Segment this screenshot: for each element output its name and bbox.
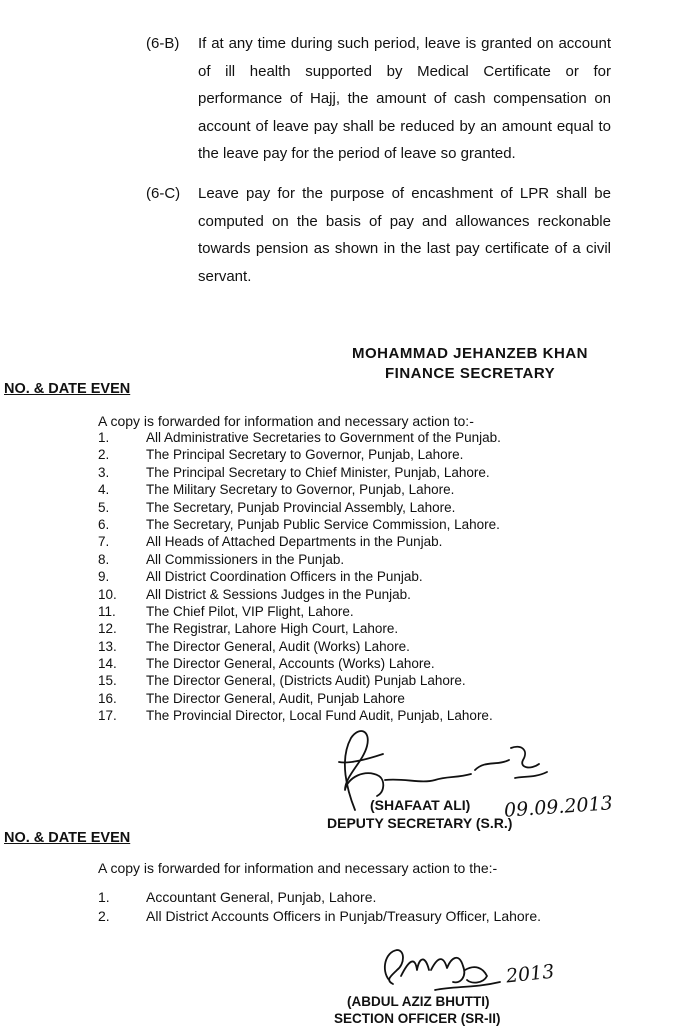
item-number: 11. xyxy=(98,603,116,619)
item-number: 9. xyxy=(98,569,110,585)
item-text: All Commissioners in the Punjab. xyxy=(146,551,345,567)
item-number: 7. xyxy=(98,534,110,550)
item-number: 2. xyxy=(98,908,110,924)
item-number: 1. xyxy=(98,430,110,445)
item-text: The Provincial Director, Local Fund Audit, Punjab, Lahore. xyxy=(146,708,493,724)
signatory-name: MOHAMMAD JEHANZEB KHAN xyxy=(352,345,588,362)
item-text: The Principal Secretary to Chief Minister, Punjab, Lahore. xyxy=(146,464,490,480)
item-number: 15. xyxy=(98,673,117,689)
paragraph-text: Leave pay for the purpose of encashment of LPR shall be computed on the basis of pay and allowances reckonable towards pension as shown in the last pay certificate of a civil servant. xyxy=(198,185,611,285)
paragraph-label: (6-C) xyxy=(146,185,181,202)
reference-header: NO. & DATE EVEN xyxy=(4,830,131,846)
item-number: 14. xyxy=(98,656,117,672)
paragraph-text: If at any time during such period, leave is granted on account of ill health supported by Medical Certificate or for performance of Hajj, the amount of cash compensation on account of leave pay shall be reduced by an amount equal to the leave pay for the period of leave so granted. xyxy=(198,35,611,162)
item-text: All Heads of Attached Departments in the Punjab. xyxy=(146,534,443,550)
paragraph-6c xyxy=(146,180,616,295)
item-number: 8. xyxy=(98,551,110,567)
signatory-name: (SHAFAAT ALI) xyxy=(370,797,471,813)
signatory-title: DEPUTY SECRETARY (S.R.) xyxy=(327,815,513,831)
item-text: Accountant General, Punjab, Lahore. xyxy=(146,889,377,905)
item-text: The Director General, Accounts (Works) Lahore. xyxy=(146,656,435,672)
item-text: All District & Sessions Judges in the Punjab. xyxy=(146,586,411,602)
item-text: The Director General, (Districts Audit) Punjab Lahore. xyxy=(146,673,466,689)
item-number: 16. xyxy=(98,690,117,706)
item-text: All District Coordination Officers in the Punjab. xyxy=(146,569,423,585)
item-number: 17. xyxy=(98,708,117,724)
item-number: 12. xyxy=(98,621,117,637)
item-number: 10. xyxy=(98,586,117,602)
item-text: The Director General, Audit, Punjab Lahore xyxy=(146,690,405,706)
item-text: All Administrative Secretaries to Government of the Punjab. xyxy=(146,430,501,445)
item-text: The Secretary, Punjab Provincial Assembly, Lahore. xyxy=(146,499,456,515)
item-text: The Chief Pilot, VIP Flight, Lahore. xyxy=(146,603,354,619)
item-text: The Registrar, Lahore High Court, Lahore. xyxy=(146,621,399,637)
paragraph-6b xyxy=(146,30,616,170)
item-number: 4. xyxy=(98,482,110,498)
item-text: The Director General, Audit (Works) Lahore. xyxy=(146,638,410,654)
item-number: 6. xyxy=(98,516,110,532)
item-text: The Secretary, Punjab Public Service Commission, Lahore. xyxy=(146,516,500,532)
item-text: The Military Secretary to Governor, Punjab, Lahore. xyxy=(146,482,455,498)
signatory-name: (ABDUL AZIZ BHUTTI) xyxy=(347,994,490,1009)
item-number: 1. xyxy=(98,889,110,905)
forwarding-intro: A copy is forwarded for information and necessary action to the:- xyxy=(98,860,498,876)
item-text: All District Accounts Officers in Punjab/Treasury Officer, Lahore. xyxy=(146,908,542,924)
forwarding-intro: A copy is forwarded for information and necessary action to:- xyxy=(98,413,474,429)
handwritten-date: 2013 xyxy=(504,960,556,988)
item-number: 13. xyxy=(98,638,117,654)
item-text: The Principal Secretary to Governor, Punjab, Lahore. xyxy=(146,447,464,463)
signatory-title: FINANCE SECRETARY xyxy=(385,365,556,382)
handwritten-signature-abdul-aziz-bhutti xyxy=(375,940,515,1000)
reference-header: NO. & DATE EVEN xyxy=(4,381,131,397)
paragraph-label: (6-B) xyxy=(146,35,180,52)
item-number: 5. xyxy=(98,499,110,515)
signatory-title: SECTION OFFICER (SR-II) xyxy=(334,1011,501,1026)
item-number: 2. xyxy=(98,447,110,463)
item-number: 3. xyxy=(98,464,110,480)
handwritten-date: 09.09.2013 xyxy=(503,792,614,822)
